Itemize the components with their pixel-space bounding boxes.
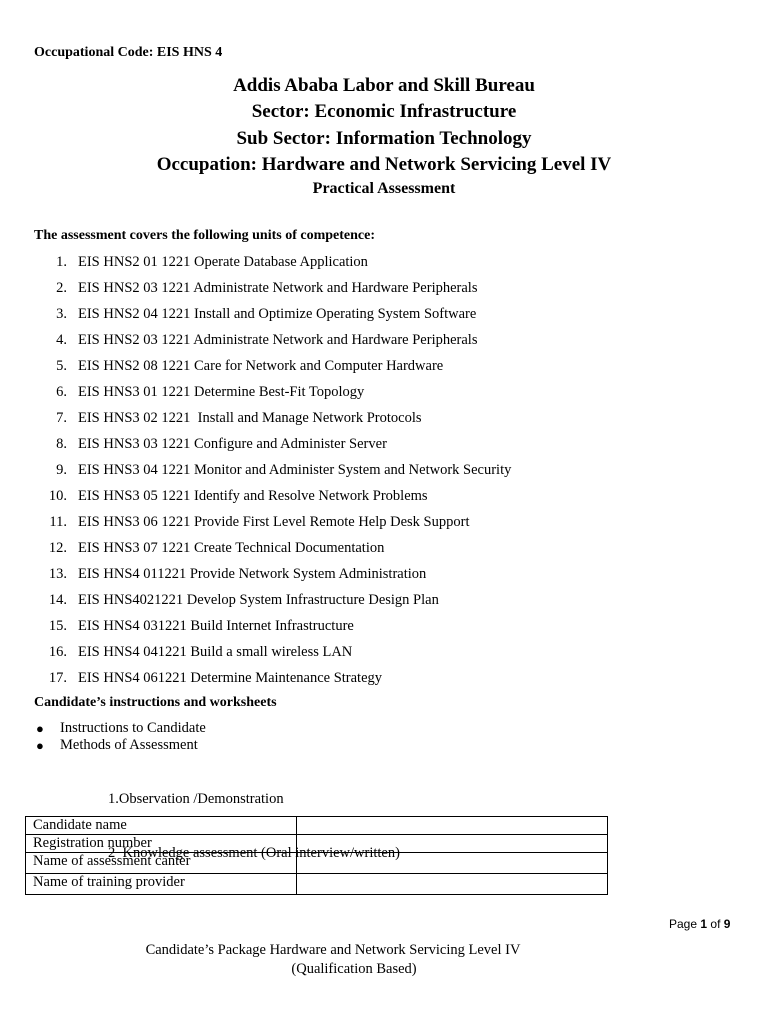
unit-number: 16. bbox=[48, 644, 67, 660]
units-list bbox=[0, 252, 768, 694]
page-number bbox=[669, 917, 730, 931]
footer-package-title: Candidate’s Package Hardware and Network Servicing Level IV bbox=[145, 942, 521, 958]
unit-text: EIS HNS3 06 1221 Provide First Level Remote Help Desk Support bbox=[78, 514, 470, 530]
unit-number: 12. bbox=[48, 540, 67, 556]
unit-item bbox=[0, 460, 768, 486]
table-value-cell[interactable] bbox=[297, 874, 608, 895]
unit-item bbox=[0, 642, 768, 668]
unit-number: 8. bbox=[56, 436, 67, 452]
table-row bbox=[26, 853, 608, 874]
method-item: 1.Observation /Demonstration bbox=[108, 791, 284, 807]
unit-text: EIS HNS4 041221 Build a small wireless LAN bbox=[78, 644, 353, 660]
unit-text: EIS HNS3 07 1221 Create Technical Documentation bbox=[78, 540, 385, 556]
unit-text: EIS HNS4 031221 Build Internet Infrastructure bbox=[78, 618, 354, 634]
table-value-cell[interactable] bbox=[297, 853, 608, 874]
bureau-title: Addis Ababa Labor and Skill Bureau bbox=[233, 75, 535, 96]
unit-item bbox=[0, 512, 768, 538]
unit-text: EIS HNS4 011221 Provide Network System Administration bbox=[78, 566, 427, 582]
unit-text: EIS HNS3 03 1221 Configure and Administer Server bbox=[78, 436, 387, 452]
page-prefix: Page bbox=[669, 917, 698, 931]
occupation-title: Occupation: Hardware and Network Servicing Level IV bbox=[156, 154, 612, 175]
unit-item bbox=[0, 252, 768, 278]
unit-number: 2. bbox=[56, 280, 67, 296]
unit-text: EIS HNS2 01 1221 Operate Database Application bbox=[78, 254, 368, 270]
unit-number: 9. bbox=[56, 462, 67, 478]
unit-item bbox=[0, 382, 768, 408]
bullet-icon: ● bbox=[36, 738, 44, 753]
unit-item bbox=[0, 564, 768, 590]
unit-text: EIS HNS4021221 Develop System Infrastructure Design Plan bbox=[78, 592, 439, 608]
unit-item bbox=[0, 434, 768, 460]
page-of: of bbox=[710, 917, 721, 931]
table-label-cell: Name of training provider bbox=[26, 874, 297, 895]
unit-number: 10. bbox=[48, 488, 67, 504]
unit-item bbox=[0, 538, 768, 564]
table-label-cell: Candidate name bbox=[26, 817, 297, 835]
unit-number: 15. bbox=[48, 618, 67, 634]
unit-item bbox=[0, 408, 768, 434]
unit-item bbox=[0, 668, 768, 694]
bullet-text: Methods of Assessment bbox=[60, 737, 198, 753]
unit-number: 17. bbox=[48, 670, 67, 686]
unit-number: 14. bbox=[48, 592, 67, 608]
unit-text: EIS HNS3 04 1221 Monitor and Administer System and Network Security bbox=[78, 462, 512, 478]
worksheets-heading: Candidate’s instructions and worksheets bbox=[34, 695, 277, 710]
unit-item bbox=[0, 590, 768, 616]
table-label-cell: Name of assessment canter bbox=[26, 853, 297, 874]
table-label-cell: Registration number bbox=[26, 835, 297, 853]
unit-text: EIS HNS3 05 1221 Identify and Resolve Network Problems bbox=[78, 488, 428, 504]
method-item: 2 Knowledge assessment (Oral interview/written) bbox=[108, 845, 400, 861]
units-heading: The assessment covers the following units of competence: bbox=[34, 228, 376, 243]
table-row bbox=[26, 817, 608, 835]
unit-text: EIS HNS2 03 1221 Administrate Network and Hardware Peripherals bbox=[78, 332, 478, 348]
sector-title: Sector: Economic Infrastructure bbox=[251, 101, 517, 122]
table-value-cell[interactable] bbox=[297, 817, 608, 835]
unit-item bbox=[0, 616, 768, 642]
unit-number: 5. bbox=[56, 358, 67, 374]
occupational-code: Occupational Code: EIS HNS 4 bbox=[34, 45, 223, 60]
unit-text: EIS HNS3 02 1221 Install and Manage Network Protocols bbox=[78, 410, 422, 426]
unit-item bbox=[0, 330, 768, 356]
unit-number: 1. bbox=[56, 254, 67, 270]
unit-text: EIS HNS2 08 1221 Care for Network and Computer Hardware bbox=[78, 358, 444, 374]
table-row bbox=[26, 874, 608, 895]
bullet-text: Instructions to Candidate bbox=[60, 720, 206, 736]
page-total: 9 bbox=[723, 917, 731, 931]
candidate-info-table bbox=[25, 816, 608, 895]
unit-number: 11. bbox=[49, 514, 67, 530]
unit-number: 3. bbox=[56, 306, 67, 322]
unit-item bbox=[0, 278, 768, 304]
unit-number: 6. bbox=[56, 384, 67, 400]
unit-number: 13. bbox=[48, 566, 67, 582]
sub-sector-title: Sub Sector: Information Technology bbox=[236, 128, 532, 149]
unit-text: EIS HNS4 061221 Determine Maintenance Strategy bbox=[78, 670, 383, 686]
unit-text: EIS HNS3 01 1221 Determine Best-Fit Topology bbox=[78, 384, 365, 400]
unit-item bbox=[0, 486, 768, 512]
unit-number: 7. bbox=[56, 410, 67, 426]
table-value-cell[interactable] bbox=[297, 835, 608, 853]
unit-text: EIS HNS2 03 1221 Administrate Network and Hardware Peripherals bbox=[78, 280, 478, 296]
page-current: 1 bbox=[700, 917, 708, 931]
bullet-icon: ● bbox=[36, 721, 44, 736]
footer-qualification: (Qualification Based) bbox=[291, 961, 417, 977]
table-row bbox=[26, 835, 608, 853]
unit-item bbox=[0, 356, 768, 382]
unit-number: 4. bbox=[56, 332, 67, 348]
unit-item bbox=[0, 304, 768, 330]
assessment-type-title: Practical Assessment bbox=[312, 180, 456, 197]
unit-text: EIS HNS2 04 1221 Install and Optimize Operating System Software bbox=[78, 306, 477, 322]
